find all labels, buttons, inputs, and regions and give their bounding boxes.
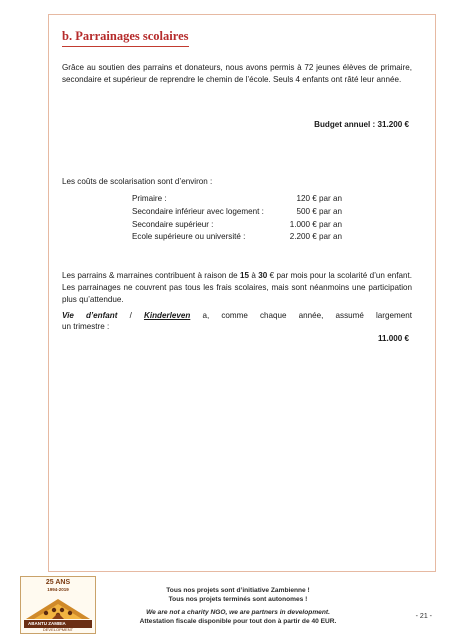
section-heading [62, 29, 189, 44]
heading-underline [62, 46, 189, 47]
max-contribution: 30 [258, 271, 268, 280]
logo-tagline: DEVELOPMENT [42, 627, 74, 632]
annual-budget: Budget annuel : 31.200 € [314, 120, 409, 129]
cost-row-university [132, 231, 342, 244]
cost-label: Secondaire supérieur : [132, 219, 214, 229]
partner-text: a, comme chaque année, assumé largement [190, 311, 412, 320]
sponsorship-paragraph [62, 270, 412, 305]
sponsorship-text-mid: à [249, 271, 259, 280]
cost-value: 500 € par an [296, 206, 342, 216]
cost-value: 120 € par an [296, 194, 342, 203]
sponsorship-text-end: € par mois pour la scolarité d’un enfant. Les parrainages ne couvrent pas tous les frais scolaires, mais sont néanmoins une participation plus qu’attendue. [62, 271, 413, 304]
org-vie-denfant: Vie d’enfant [62, 311, 118, 320]
org-separator: / [117, 311, 144, 320]
cost-label: Primaire : [132, 194, 167, 203]
badge-years: 25 ANS [45, 579, 71, 586]
partner-amount: 11.000 € [377, 334, 409, 343]
costs-table [132, 193, 342, 244]
footer-line-3: We are not a charity NGO, we are partners in development. [146, 609, 330, 616]
logo-name: ABANTU ZAMBIA [24, 620, 92, 628]
section-title: b. Parrainages scolaires [62, 29, 189, 43]
cost-label: Ecole supérieure ou université : [132, 232, 246, 242]
page-number: - 21 - [415, 613, 432, 620]
logo-emblem-icon [24, 595, 92, 619]
sponsorship-text-start: Les parrains & marraines contribuent à raison de [62, 271, 241, 280]
footer-line-2: Tous nos projets terminés sont autonomes ! [168, 596, 308, 603]
footer-line-4: Attestation fiscale disponible pour tout don à partir de 40 EUR. [139, 618, 337, 625]
partner-paragraph-line2: un trimestre : [62, 322, 110, 331]
costs-intro: Les coûts de scolarisation sont d’environ : [62, 177, 213, 186]
org-kinderleven: Kinderleven [143, 311, 191, 320]
cost-label: Secondaire inférieur avec logement : [132, 206, 264, 216]
cost-row-upper-secondary [132, 219, 342, 232]
cost-value: 1.000 € par an [289, 219, 342, 229]
cost-row-primary [132, 193, 342, 206]
cost-row-lower-secondary [132, 206, 342, 219]
partner-paragraph-line1 [62, 310, 412, 322]
min-contribution: 15 [240, 271, 250, 280]
footer [118, 586, 358, 626]
intro-paragraph: Grâce au soutien des parrains et donateurs, nous avons permis à 72 jeunes élèves de primaire, secondaire et supérieur de reprendre le chemin de l’école. Seuls 4 enfants ont râté leur année. [62, 63, 412, 84]
organization-logo [20, 576, 96, 634]
cost-value: 2.200 € par an [289, 232, 342, 242]
badge-range: 1994-2019 [47, 587, 69, 592]
footer-line-1: Tous nos projets sont d’initiative Zambienne ! [166, 587, 310, 594]
